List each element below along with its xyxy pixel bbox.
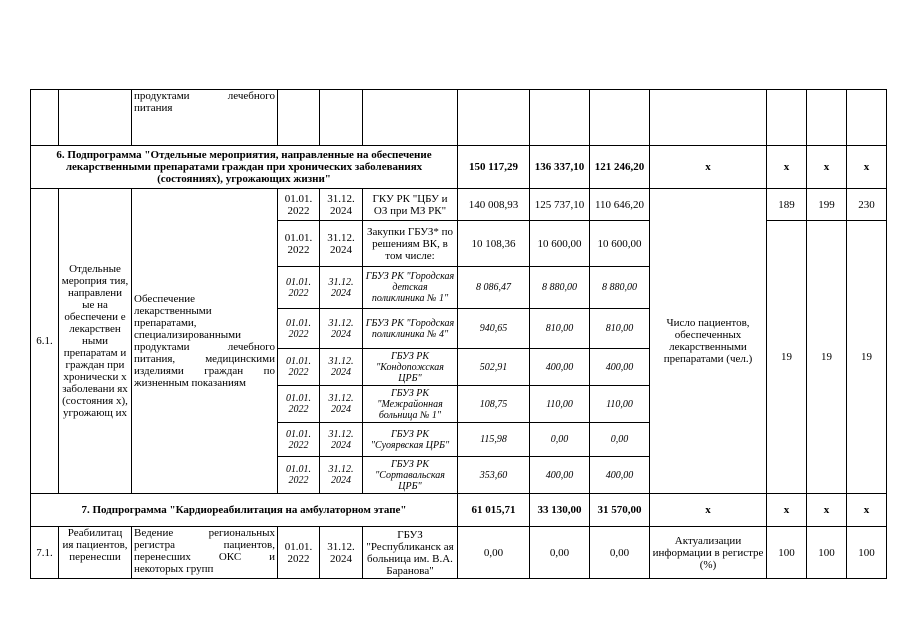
- subprogram-6-val2: х: [807, 146, 847, 189]
- item-6-1-indicator: Число пациентов, обеспеченных лекарственными препаратами (чел.): [650, 189, 767, 494]
- row-value-2: 400,00: [530, 349, 590, 386]
- indicator-top-3: 230: [847, 189, 887, 221]
- row-value-2: 110,00: [530, 386, 590, 423]
- row-value-3: 10 600,00: [590, 221, 650, 267]
- item-7-1-row: [31, 527, 887, 579]
- subprogram-6-indicator: х: [650, 146, 767, 189]
- row-executor: ГБУЗ РК "Городская детская поликлиника № 1": [363, 267, 458, 309]
- item-7-1-value-2: 0,00: [530, 527, 590, 579]
- item-7-1-ind-3: 100: [847, 527, 887, 579]
- subprogram-7-val1: х: [767, 494, 807, 527]
- row-start: 01.01. 2022: [278, 309, 320, 349]
- carryover-row: [31, 90, 887, 146]
- row-value-3: 110,00: [590, 386, 650, 423]
- item-7-1-activity: Ведение региональных регистра пациентов, перенесших ОКС и некоторых групп: [132, 527, 278, 579]
- item-6-1-activity: Обеспечение лекарственными препаратами, специализированными продуктами лечебного питания, медицинскими изделиями граждан по жизненным показаниям: [132, 189, 278, 494]
- subprogram-7-year2: 33 130,00: [530, 494, 590, 527]
- item-7-1-end: 31.12. 2024: [320, 527, 363, 579]
- row-executor: ГКУ РК "ЦБУ и ОЗ при МЗ РК": [363, 189, 458, 221]
- row-end: 31.12. 2024: [320, 189, 363, 221]
- subprogram-7-total: 61 015,71: [458, 494, 530, 527]
- subprogram-7-year3: 31 570,00: [590, 494, 650, 527]
- subprogram-6-year3: 121 246,20: [590, 146, 650, 189]
- row-value-3: 8 880,00: [590, 267, 650, 309]
- subprogram-6-val3: х: [847, 146, 887, 189]
- subprogram-7-row: [31, 494, 887, 527]
- indicator-top-2: 199: [807, 189, 847, 221]
- subprogram-6-val1: х: [767, 146, 807, 189]
- item-7-1-value-3: 0,00: [590, 527, 650, 579]
- row-end: 31.12. 2024: [320, 457, 363, 494]
- row-executor: ГБУЗ РК "Сортавальская ЦРБ": [363, 457, 458, 494]
- row-start: 01.01. 2022: [278, 457, 320, 494]
- item-7-1-name: Реабилитац ия пациентов, перенесши: [59, 527, 132, 579]
- row-value-2: 8 880,00: [530, 267, 590, 309]
- row-value-1: 353,60: [458, 457, 530, 494]
- row-end: 31.12. 2024: [320, 309, 363, 349]
- item-6-1-name: Отдельные мероприя тия, направлени ые на обеспечени е лекарствен ными препаратам и граждан при хронически х заболевани ях (состояния х), угрожающ их: [59, 189, 132, 494]
- row-value-1: 140 008,93: [458, 189, 530, 221]
- carryover-activity: продуктами лечебного питания: [132, 90, 278, 146]
- row-start: 01.01. 2022: [278, 349, 320, 386]
- item-7-1-ind-1: 100: [767, 527, 807, 579]
- subprogram-6-year2: 136 337,10: [530, 146, 590, 189]
- row-value-3: 110 646,20: [590, 189, 650, 221]
- row-end: 31.12. 2024: [320, 221, 363, 267]
- row-value-1: 940,65: [458, 309, 530, 349]
- item-7-1-ind-2: 100: [807, 527, 847, 579]
- row-value-2: 400,00: [530, 457, 590, 494]
- indicator-value-1: 19: [767, 221, 807, 494]
- row-end: 31.12. 2024: [320, 349, 363, 386]
- item-7-1-start: 01.01. 2022: [278, 527, 320, 579]
- row-value-1: 108,75: [458, 386, 530, 423]
- row-value-2: 10 600,00: [530, 221, 590, 267]
- indicator-top-1: 189: [767, 189, 807, 221]
- subprogram-7-val3: х: [847, 494, 887, 527]
- item-6-1-row: [31, 189, 887, 221]
- row-value-1: 10 108,36: [458, 221, 530, 267]
- row-executor: ГБУЗ РК "Суоярвская ЦРБ": [363, 423, 458, 457]
- item-7-1-indicator: Актуализации информации в регистре (%): [650, 527, 767, 579]
- row-start: 01.01. 2022: [278, 189, 320, 221]
- row-value-2: 810,00: [530, 309, 590, 349]
- row-start: 01.01. 2022: [278, 386, 320, 423]
- row-end: 31.12. 2024: [320, 267, 363, 309]
- row-value-1: 502,91: [458, 349, 530, 386]
- row-value-3: 400,00: [590, 349, 650, 386]
- row-value-1: 115,98: [458, 423, 530, 457]
- row-value-3: 810,00: [590, 309, 650, 349]
- row-value-3: 400,00: [590, 457, 650, 494]
- indicator-value-2: 19: [807, 221, 847, 494]
- subprogram-6-title: 6. Подпрограмма "Отдельные мероприятия, направленные на обеспечение лекарственными препаратами граждан при хронических заболеваниях (состояниях), угрожающих жизни": [31, 146, 458, 189]
- row-executor: ГБУЗ РК "Кондопожская ЦРБ": [363, 349, 458, 386]
- row-end: 31.12. 2024: [320, 386, 363, 423]
- row-end: 31.12. 2024: [320, 423, 363, 457]
- item-7-1-executor: ГБУЗ "Республиканск ая больница им. В.А. Баранова": [363, 527, 458, 579]
- row-start: 01.01. 2022: [278, 267, 320, 309]
- indicator-value-3: 19: [847, 221, 887, 494]
- subprogram-7-indicator: х: [650, 494, 767, 527]
- item-6-1-number: 6.1.: [31, 189, 59, 494]
- row-executor: Закупки ГБУЗ* по решениям ВК, в том числе:: [363, 221, 458, 267]
- row-executor: ГБУЗ РК "Межрайонная больница № 1": [363, 386, 458, 423]
- budget-table: [30, 89, 887, 579]
- row-value-1: 8 086,47: [458, 267, 530, 309]
- item-7-1-value-1: 0,00: [458, 527, 530, 579]
- row-value-3: 0,00: [590, 423, 650, 457]
- row-value-2: 0,00: [530, 423, 590, 457]
- subprogram-7-val2: х: [807, 494, 847, 527]
- row-start: 01.01. 2022: [278, 221, 320, 267]
- subprogram-6-row: [31, 146, 887, 189]
- row-executor: ГБУЗ РК "Городская поликлиника № 4": [363, 309, 458, 349]
- subprogram-7-title: 7. Подпрограмма "Кардиореабилитация на амбулаторном этапе": [31, 494, 458, 527]
- item-7-1-number: 7.1.: [31, 527, 59, 579]
- subprogram-6-total: 150 117,29: [458, 146, 530, 189]
- row-value-2: 125 737,10: [530, 189, 590, 221]
- row-start: 01.01. 2022: [278, 423, 320, 457]
